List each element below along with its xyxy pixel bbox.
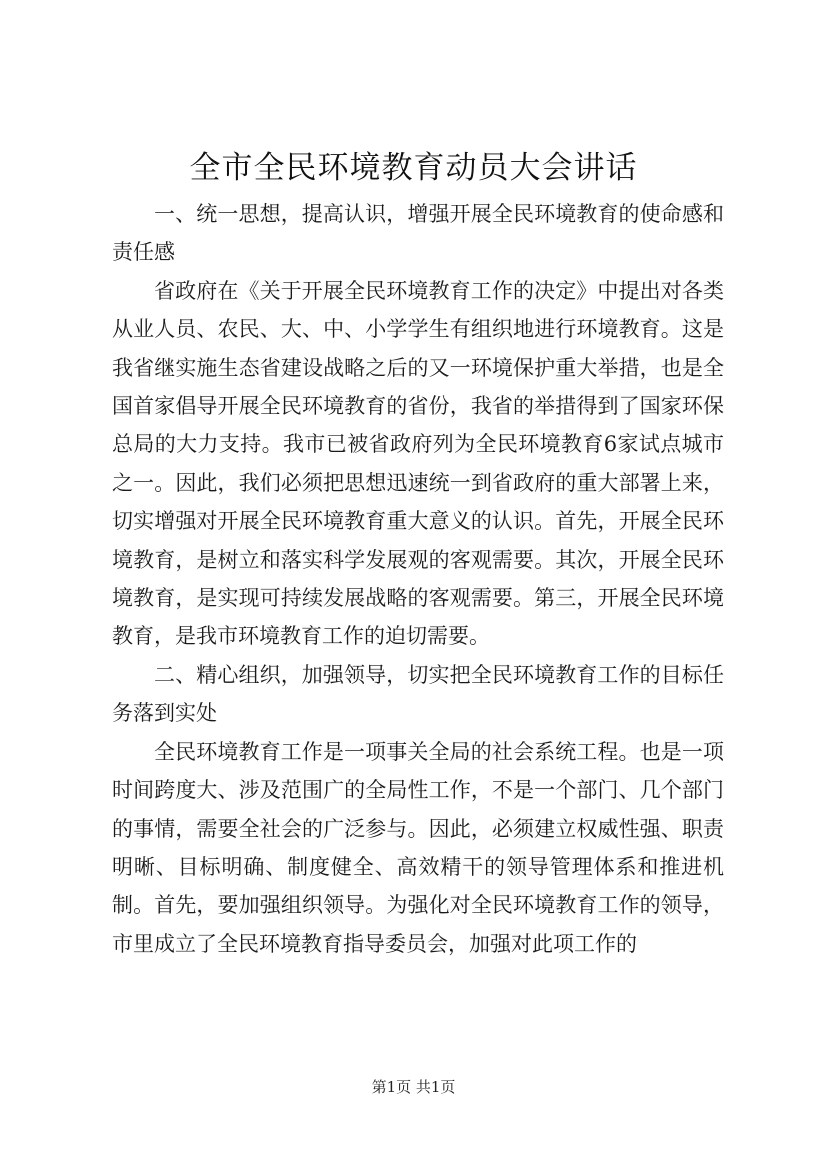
document-body — [112, 195, 724, 963]
body-paragraph-1: 省政府在《关于开展全民环境教育工作的决定》中提出对各类从业人员、农民、大、中、小学学生有组织地进行环境教育。这是我省继实施生态省建设战略之后的又一环境保护重大举措，也是全国首家倡导开展全民环境教育的省份，我省的举措得到了国家环保总局的大力支持。我市已被省政府列为全民环境教育6家试点城市之一。因此，我们必须把思想迅速统一到省政府的重大部署上来，切实增强对开展全民环境教育重大意义的认识。首先，开展全民环境教育，是树立和落实科学发展观的客观需要。其次，开展全民环境教育，是实现可持续发展战略的客观需要。第三，开展全民环境教育，是我市环境教育工作的迫切需要。 — [112, 278, 724, 649]
section-heading-2: 二、精心组织，加强领导，切实把全民环境教育工作的目标任务落到实处 — [112, 662, 724, 726]
page-number-footer: 第1页 共1页 — [371, 1078, 456, 1096]
document-title: 全市全民环境教育动员大会讲话 — [189, 150, 638, 186]
section-heading-1: 一、统一思想，提高认识，增强开展全民环境教育的使命感和责任感 — [112, 202, 724, 265]
body-paragraph-2: 全民环境教育工作是一项事关全局的社会系统工程。也是一项时间跨度大、涉及范围广的全局性工作，不是一个部门、几个部门的事情，需要全社会的广泛参与。因此，必须建立权威性强、职责明晰、目标明确、制度健全、高效精干的领导管理体系和推进机制。首先，要加强组织领导。为强化对全民环境教育工作的领导，市里成立了全民环境教育指导委员会，加强对此项工作的 — [112, 739, 724, 956]
